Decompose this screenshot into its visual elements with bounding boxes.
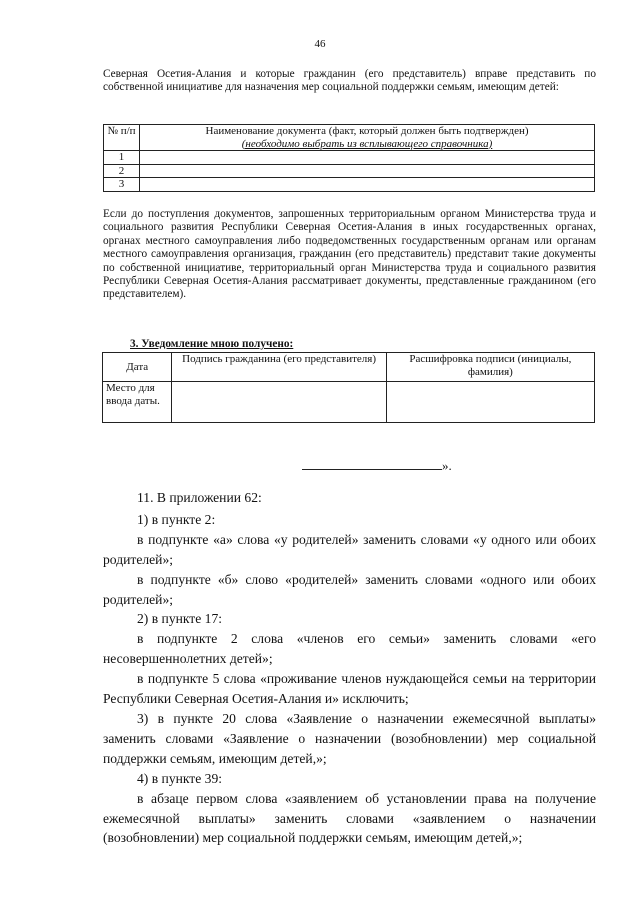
col-document-header xyxy=(140,125,595,151)
table-row xyxy=(104,164,595,178)
intro-paragraph: Северная Осетия-Алания и которые гражданин (его представитель) вправе представить по собственной инициативе для назначения мер социальной поддержки семьям, имеющим детей: xyxy=(103,68,596,94)
table-row xyxy=(104,151,595,165)
closing-quote: ». xyxy=(442,458,452,473)
list-item: в подпункте 5 слова «проживание членов нуждающейся семьи на территории Республики Северная Осетия-Алания и» исключить; xyxy=(103,671,596,707)
document-cell[interactable] xyxy=(140,151,595,165)
list-item: в подпункте «а» слова «у родителей» заменить словами «у одного или обоих родителей»; xyxy=(103,531,596,567)
page-number: 46 xyxy=(314,38,326,50)
documents-paragraph: Если до поступления документов, запрошенных территориальным органом Министерства труда и социального развития Республики Северная Осетия-Алания в иных государственных органах, органах местного самоуправления либо подведомственных государственным органам или органам местного самоуправления организация, гражданин (его представитель) представит такие документы по собственной инициативе, территориальный орган Министерства труда и социального развития Республики Северная Осетия-Алания рассматривает документы, представленные гражданином (его представителем). xyxy=(103,208,596,301)
list-item: 1) в пункте 2: xyxy=(137,511,216,527)
row-number: 1 xyxy=(104,151,140,165)
list-item: 3) в пункте 20 слова «Заявление о назначении ежемесячной выплаты» заменить словами «Заявление о назначении (возобновлении) мер социальной поддержки семьям, имеющим детей,»; xyxy=(103,710,596,766)
date-input-placeholder[interactable]: Место для ввода даты. xyxy=(103,382,172,423)
document-cell[interactable] xyxy=(140,164,595,178)
document-header-title: Наименование документа (факт, который должен быть подтвержден) xyxy=(205,125,529,137)
documents-table xyxy=(103,124,595,192)
signature-closing xyxy=(302,458,452,474)
document-header-note: (необходимо выбрать из всплывающего справочника) xyxy=(241,137,493,150)
list-item: 2) в пункте 17: xyxy=(137,611,223,627)
notification-header-row xyxy=(103,353,595,382)
row-number: 2 xyxy=(104,164,140,178)
list-item: в подпункте 2 слова «членов его семьи» заменить словами «его несовершеннолетних детей»; xyxy=(103,631,596,667)
list-item: 4) в пункте 39: xyxy=(137,770,223,786)
list-item: в подпункте «б» слово «родителей» заменить словами «одного или обоих родителей»; xyxy=(103,571,596,607)
signature-cell[interactable] xyxy=(172,382,386,423)
document-cell[interactable] xyxy=(140,178,595,192)
signature-header: Подпись гражданина (его представителя) xyxy=(172,353,386,382)
row-number: 3 xyxy=(104,178,140,192)
item-11-heading: 11. В приложении 62: xyxy=(137,490,262,505)
main-text xyxy=(103,488,596,848)
signature-line xyxy=(302,460,442,470)
section-3-title: 3. Уведомление мною получено: xyxy=(130,338,294,350)
list-item: в абзаце первом слова «заявлением об установлении права на получение ежемесячной выплаты» заменить словами «заявлением о назначении (возобновлении) мер социальной поддержки семьям, имеющим детей,»; xyxy=(103,790,596,846)
decryption-cell[interactable] xyxy=(386,382,594,423)
date-header: Дата xyxy=(103,353,172,382)
col-number-header: № п/п xyxy=(104,125,140,151)
table-row xyxy=(104,178,595,192)
notification-row xyxy=(103,382,595,423)
table-header-row xyxy=(104,125,595,151)
decryption-header: Расшифровка подписи (инициалы, фамилия) xyxy=(386,353,594,382)
notification-table xyxy=(102,352,595,423)
